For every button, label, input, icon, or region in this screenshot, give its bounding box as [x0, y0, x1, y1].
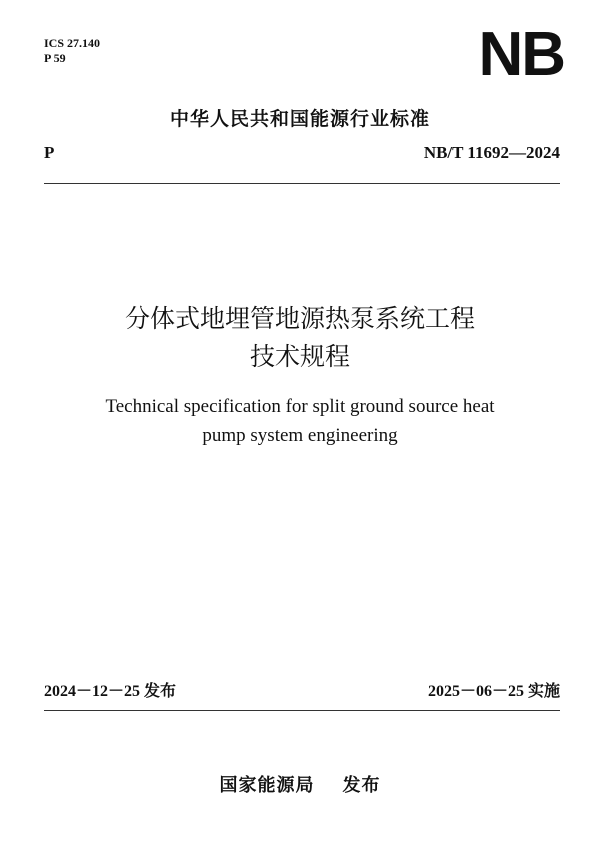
category-code: P: [44, 143, 55, 162]
chinese-title: [0, 300, 600, 376]
publisher: [0, 771, 600, 797]
ics-code: ICS 27.140: [44, 36, 101, 50]
english-title-line-2: pump system engineering: [202, 425, 398, 446]
publisher-name: 国家能源局: [219, 775, 315, 796]
english-title: [0, 392, 600, 450]
ics-code-block: [44, 36, 100, 66]
chinese-title-line-2: 技术规程: [249, 342, 350, 371]
standard-number: NB/T 11692—2024: [423, 143, 560, 162]
chinese-title-line-1: 分体式地埋管地源热泵系统工程: [124, 304, 475, 333]
english-title-line-1: Technical specification for split ground source heat: [105, 396, 495, 417]
ccs-code: P 59: [44, 51, 66, 65]
publisher-action: 发布: [342, 775, 381, 796]
nb-logo: NB: [478, 20, 564, 89]
standard-type: 中华人民共和国能源行业标准: [169, 108, 430, 130]
implementation-date: 2025－06－25 实施: [427, 683, 560, 700]
issue-date: 2024－12－25 发布: [44, 683, 177, 700]
footer-divider: [44, 710, 560, 711]
header-divider: [44, 183, 560, 184]
